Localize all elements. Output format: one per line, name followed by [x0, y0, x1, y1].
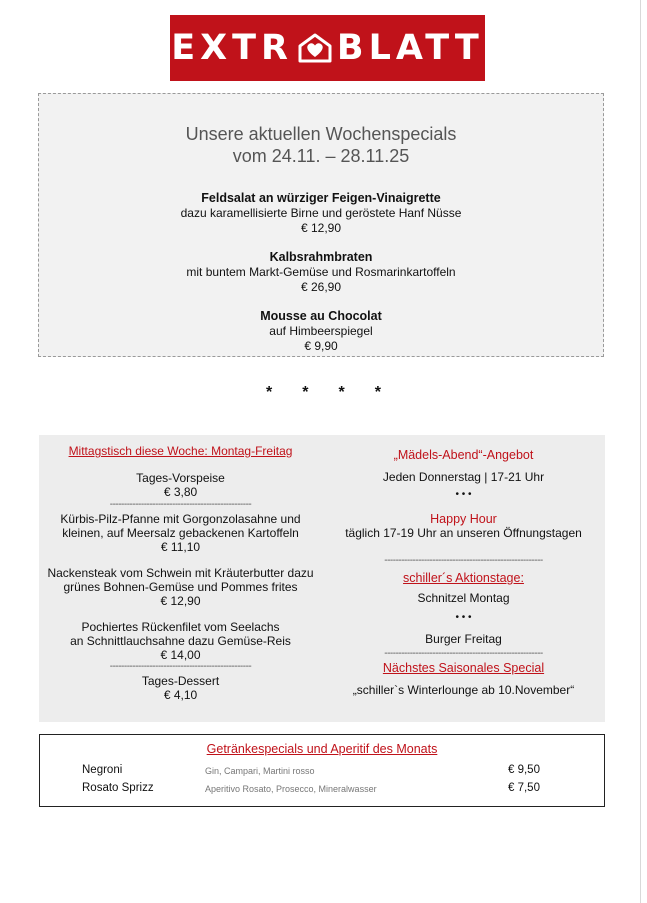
main2-price: € 12,90 — [160, 594, 201, 608]
dessert-name: Tages-Dessert — [141, 674, 220, 688]
dish-price: € 12,90 — [300, 221, 342, 235]
dish-name: Feldsalat an würziger Feigen-Vinaigrette — [201, 191, 441, 205]
drinks-title[interactable]: Getränkespecials und Aperitif des Monats — [206, 742, 438, 756]
girls-night-when: Jeden Donnerstag | 17-21 Uhr — [382, 470, 545, 484]
seasonal-text: „schiller`s Winterlounge ab 10.November“ — [352, 683, 575, 697]
logo-text-right: BLATT — [336, 28, 484, 68]
dot-divider: • • • — [455, 612, 472, 623]
star: * — [374, 384, 381, 401]
main3-line2: an Schnittlauchsahne dazu Gemüse-Reis — [70, 634, 291, 648]
drink-price: € 9,50 — [508, 764, 540, 776]
dot-divider: • • • — [455, 489, 472, 500]
dish-price: € 26,90 — [300, 280, 342, 294]
main1-line2: kleinen, auf Meersalz gebackenen Kartoffeln — [62, 526, 299, 540]
girls-night-title: „Mädels-Abend“-Angebot — [393, 448, 534, 462]
main1-price: € 11,10 — [160, 540, 201, 554]
dish-price: € 9,90 — [304, 339, 338, 353]
burger-friday: Burger Freitag — [425, 632, 502, 646]
starter-price: € 3,80 — [163, 485, 198, 499]
lunch-and-events-box — [39, 435, 605, 722]
logo-text-left: EXTR — [171, 28, 293, 68]
happy-hour-when: täglich 17-19 Uhr an unseren Öffnungstagen — [345, 526, 582, 540]
extrablatt-logo — [170, 15, 485, 81]
starter-name: Tages-Vorspeise — [136, 471, 225, 485]
dish-description: mit buntem Markt-Gemüse und Rosmarinkartoffeln — [186, 265, 456, 279]
weekly-dish — [39, 250, 603, 295]
separator: -------------------------------------------------------- — [384, 648, 543, 659]
main2-line2: grünes Bohnen-Gemüse und Pommes frites — [63, 580, 298, 594]
heart-house-icon — [297, 32, 333, 64]
page-edge — [640, 0, 641, 903]
dish-description: auf Himbeerspiegel — [269, 324, 373, 338]
drink-name: Negroni — [82, 764, 123, 776]
dessert-price: € 4,10 — [163, 688, 198, 702]
main2-line1: Nackensteak vom Schwein mit Kräuterbutter dazu — [47, 566, 314, 580]
main1-line1: Kürbis-Pilz-Pfanne mit Gorgonzolasahne und — [60, 512, 301, 526]
main3-line1: Pochiertes Rückenfilet vom Seelachs — [81, 620, 280, 634]
weekly-dish — [39, 191, 603, 236]
drink-row — [40, 764, 604, 780]
main3-price: € 14,00 — [160, 648, 201, 662]
drink-row — [40, 782, 604, 798]
star-divider — [0, 384, 647, 402]
dish-description: dazu karamellisierte Birne und geröstete Hanf Nüsse — [180, 206, 462, 220]
star: * — [302, 384, 309, 401]
lunch-heading[interactable]: Mittagstisch diese Woche: Montag-Freitag — [68, 444, 293, 458]
drink-name: Rosato Sprizz — [82, 782, 154, 794]
star: * — [266, 384, 273, 401]
drink-price: € 7,50 — [508, 782, 540, 794]
dish-name: Kalbsrahmbraten — [269, 250, 373, 264]
separator: -------------------------------------------------- — [109, 499, 252, 510]
drink-description: Gin, Campari, Martini rosso — [205, 766, 315, 776]
weekly-specials-title: Unsere aktuellen Wochenspecials vom 24.11. – 28.11.25 — [185, 124, 457, 166]
drink-description: Aperitivo Rosato, Prosecco, Mineralwasser — [205, 784, 377, 794]
action-days-title[interactable]: schiller´s Aktionstage: — [403, 571, 524, 585]
dish-name: Mousse au Chocolat — [260, 309, 382, 323]
separator: -------------------------------------------------------- — [384, 555, 543, 566]
schnitzel-monday: Schnitzel Montag — [417, 591, 510, 605]
weekly-specials-box — [38, 93, 604, 357]
seasonal-title[interactable]: Nächstes Saisonales Special — [382, 661, 545, 675]
separator: -------------------------------------------------- — [109, 661, 252, 672]
drinks-box — [39, 734, 605, 807]
happy-hour-title: Happy Hour — [430, 512, 497, 526]
weekly-dish — [39, 309, 603, 354]
star: * — [338, 384, 345, 401]
